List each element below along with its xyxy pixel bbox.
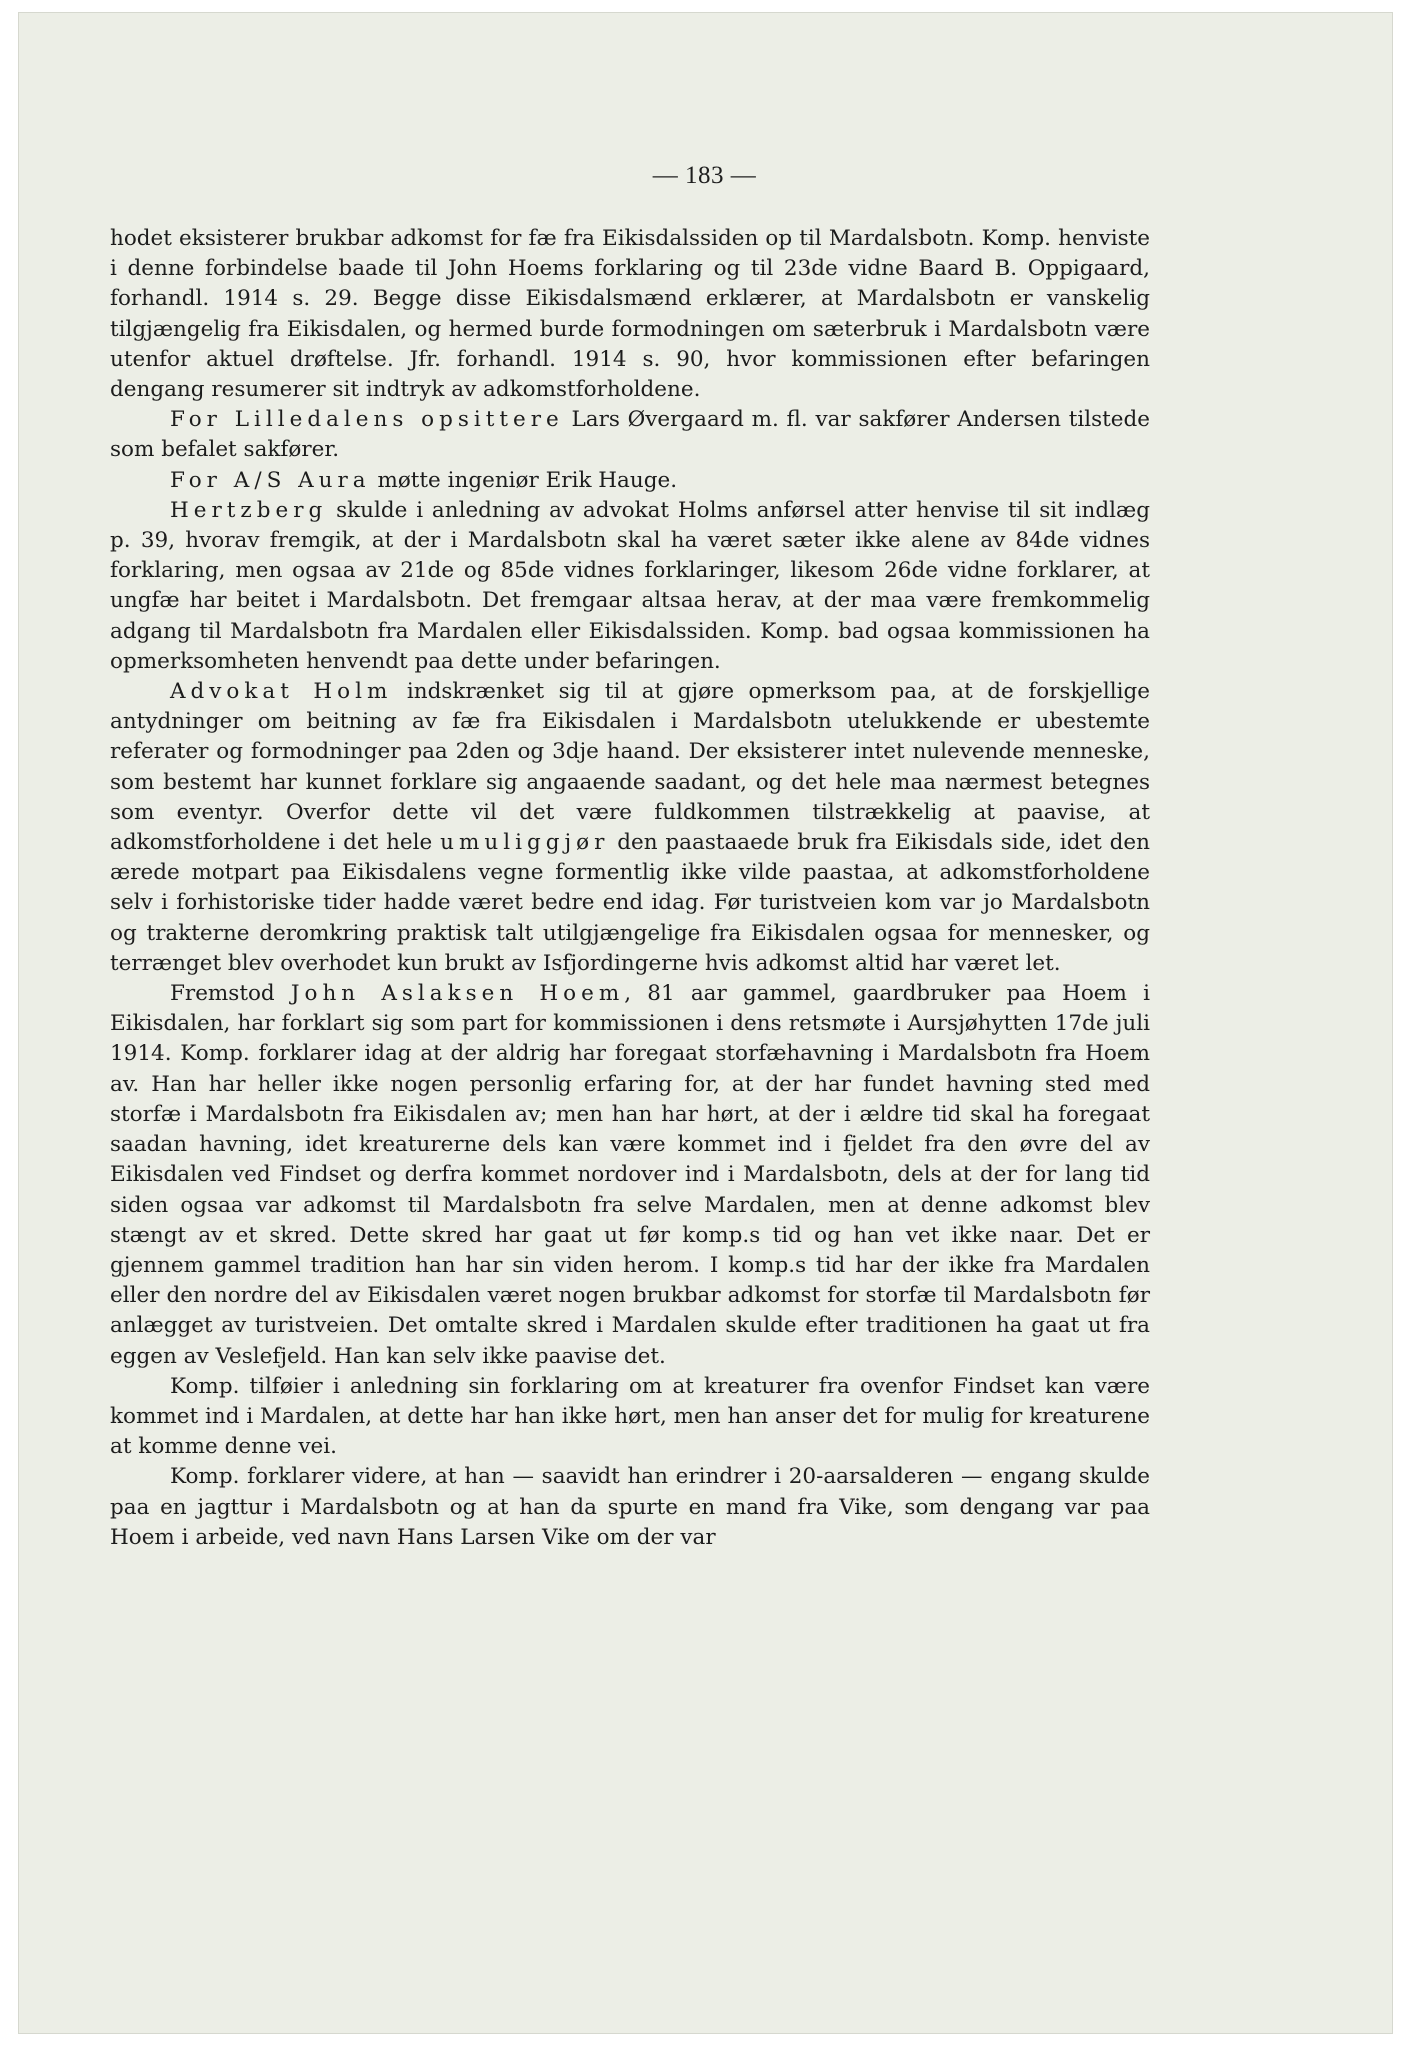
- paragraph-2-spaced-name: For Lilledalens opsittere: [170, 407, 564, 433]
- paragraph-5-text-continued: den paastaaede bruk fra Eikisdals side, idet den ærede motpart paa Eikisdalens vegne formentlig ikke vilde paastaa, at adkomstforholdene selv i forhistoriske tider hadde været bedre end idag. Før turistveien kom var jo Mardalsbotn og trakterne deromkring praktisk talt utilgjængelige fra Eikisdalen ogsaa for mennesker, og terrænget blev overhodet kun brukt av Isfjordingerne hvis adkomst altid har været let.: [110, 830, 1151, 976]
- body-text: [110, 224, 1150, 1553]
- paragraph-8: [110, 1462, 1150, 1553]
- paragraph-4: [110, 496, 1150, 677]
- paragraph-1: [110, 224, 1150, 405]
- paragraph-3: [110, 466, 1150, 496]
- paragraph-1-text: hodet eksisterer brukbar adkomst for fæ fra Eikisdalssiden op til Mardalsbotn. Komp. henviste i denne forbindelse baade til John Hoems forklaring og til 23de vidne Baard B. Oppigaard, forhandl. 1914 s. 29. Begge disse Eikisdalsmænd erklærer, at Mardalsbotn er vanskelig tilgjængelig fra Eikisdalen, og hermed burde formodningen om sæterbruk i Mardalsbotn være utenfor aktuel drøftelse. Jfr. forhandl. 1914 s. 90, hvor kommissionen efter befaringen dengang resumerer sit indtryk av adkomstforholdene.: [110, 226, 1150, 403]
- paragraph-2: [110, 405, 1150, 465]
- paragraph-7: [110, 1372, 1150, 1463]
- paragraph-6: [110, 979, 1150, 1372]
- paragraph-6-lead: Fremstod: [170, 981, 291, 1007]
- paragraph-5-spaced-name: Advokat Holm: [170, 679, 393, 705]
- paragraph-4-spaced-name: Hertzberg: [170, 497, 328, 523]
- paragraph-4-text: skulde i anledning av advokat Holms anførsel atter henvise til sit indlæg p. 39, hvorav fremgik, at der i Mardalsbotn skal ha været sæter ikke alene av 84de vidnes forklaring, men ogsaa av 21de og 85de vidnes forklaringer, likesom 26de vidne forklarer, at ungfæ har beitet i Mardalsbotn. Det fremgaar altsaa herav, at der maa være fremkommelig adgang til Mardalsbotn fra Mardalen eller Eikisdalssiden. Komp. bad ogsaa kommissionen ha opmerksomheten henvendt paa dette under befaringen.: [110, 497, 1150, 674]
- paragraph-2-text: Lars Øvergaard m. fl. var sakfører Andersen tilstede som befalet sakfører.: [110, 407, 1150, 463]
- paragraph-3-spaced-name: For A/S Aura: [170, 467, 371, 493]
- paragraph-7-text: Komp. tilføier i anledning sin forklaring om at kreaturer fra ovenfor Findset kan være kommet ind i Mardalen, at dette har han ikke hørt, men han anser det for mulig for kreaturene at komme denne vei.: [110, 1373, 1150, 1460]
- paragraph-8-text: Komp. forklarer videre, at han — saavidt han erindrer i 20-aarsalderen — engang skulde paa en jagttur i Mardalsbotn og at han da spurte en mand fra Vike, som dengang var paa Hoem i arbeide, ved navn Hans Larsen Vike om der var: [110, 1464, 1150, 1550]
- paragraph-3-text: møtte ingeniør Erik Hauge.: [370, 467, 678, 493]
- paragraph-5-text: indskrænket sig til at gjøre opmerksom paa, at de forskjellige antydninger om beitning av fæ fra Eikisdalen i Mardalsbotn utelukkende er ubestemte referater og formodninger paa 2den og 3dje haand. Der eksisterer intet nulevende menneske, som bestemt har kunnet forklare sig angaaende saadant, og det hele maa nærmest betegnes som eventyr. Overfor dette vil det være fuldkommen tilstrækkelig at paavise, at adkomstforholdene i det hele: [110, 679, 1150, 856]
- page-number: — 183 —: [652, 162, 757, 189]
- paragraph-6-text: , 81 aar gammel, gaardbruker paa Hoem i Eikisdalen, har forklart sig som part for kommissionen i dens retsmøte i Aursjøhytten 17de juli 1914. Komp. forklarer idag at der aldrig har foregaat storfæhavning i Mardalsbotn fra Hoem av. Han har heller ikke nogen personlig erfaring for, at der har fundet havning sted med storfæ i Mardalsbotn fra Eikisdalen av; men han har hørt, at der i ældre tid skal ha foregaat saadan havning, idet kreaturerne dels kan være kommet ind i fjeldet fra den øvre del av Eikisdalen ved Findset og derfra kommet nordover ind i Mardalsbotn, dels at der for lang tid siden ogsaa var adkomst til Mardalsbotn fra selve Mardalen, men at denne adkomst blev stængt av et skred. Dette skred har gaat ut før komp.s tid og han vet ikke naar. Det er gjennem gammel tradition han har sin viden herom. I komp.s tid har der ikke fra Mardalen eller den nordre del av Eikisdalen været nogen brukbar adkomst for storfæ til Mardalsbotn før anlægget av turistveien. Det omtalte skred i Mardalen skulde efter traditionen ha gaat ut fra eggen av Veslefjeld. Han kan selv ikke paavise det.: [110, 981, 1150, 1369]
- paragraph-6-spaced-name: John Aslaksen Hoem: [290, 981, 625, 1007]
- paragraph-5: [110, 677, 1150, 979]
- paragraph-5-spaced-word: umuliggjør: [440, 830, 610, 856]
